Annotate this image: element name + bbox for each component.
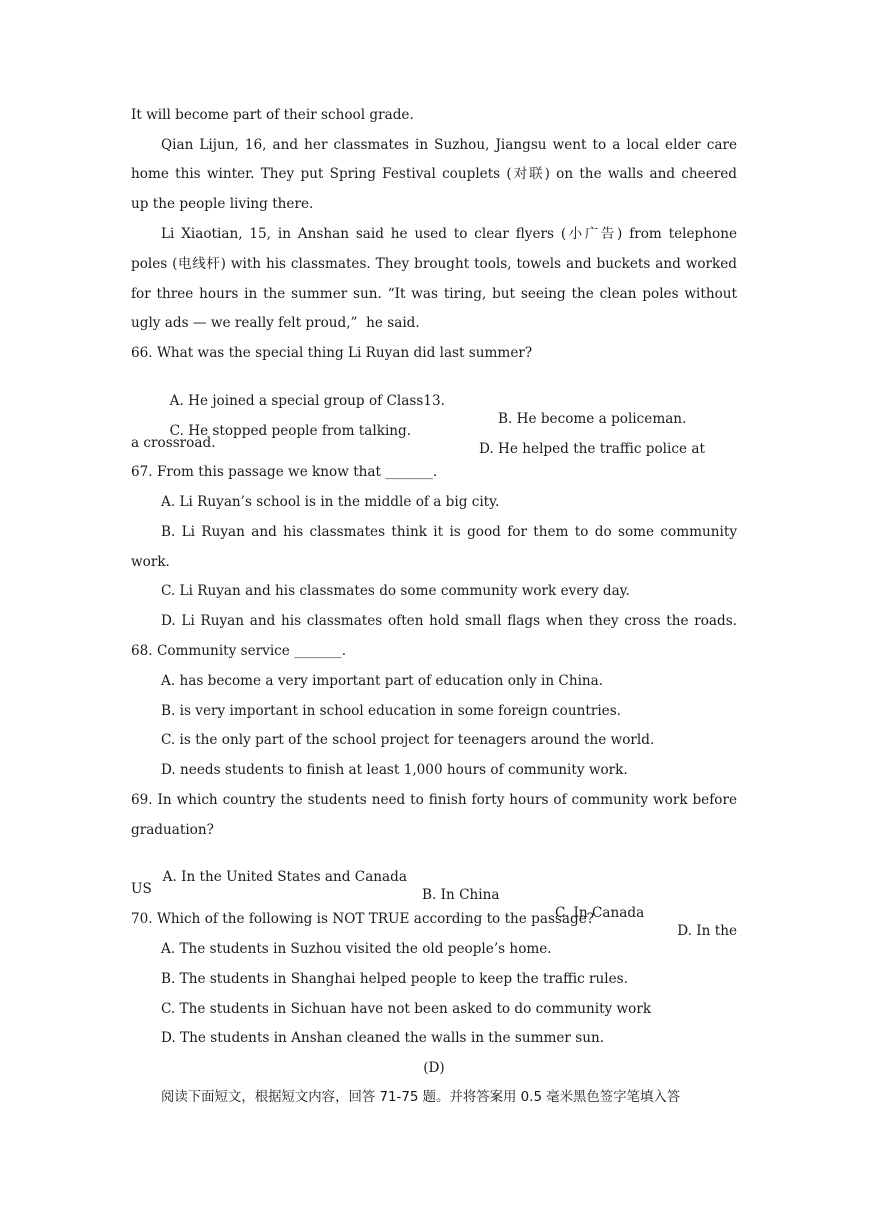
question-66-stem: 66. What was the special thing Li Ruyan did last summer?: [131, 345, 533, 361]
option-b: B. In China: [422, 887, 500, 903]
option-c: C. Li Ruyan and his classmates do some community work every day.: [161, 583, 630, 599]
option-b: B. The students in Shanghai helped people to keep the traffic rules.: [161, 971, 628, 987]
option-a: A. Li Ruyan’s school is in the middle of a big city.: [161, 494, 500, 510]
option-a: A. In the United States and Canada: [162, 869, 407, 885]
passage-line: Qian Lijun, 16, and her classmates in Suzhou, Jiangsu went to a local elder care: [161, 137, 737, 153]
passage-line: ugly ads — we really felt proud,” he said.: [131, 315, 420, 331]
option-d: D. Li Ruyan and his classmates often hold small flags when they cross the roads.: [161, 613, 737, 629]
option-b: B. He become a policeman.: [498, 411, 687, 427]
option-c: C. He stopped people from talking.: [169, 423, 412, 439]
section-instruction: 阅读下面短文，根据短文内容，回答 71-75 题。并将答案用 0.5 毫米黑色签字笔填入答: [161, 1090, 681, 1105]
option-d-continued: US: [131, 881, 152, 897]
option-a: A. He joined a special group of Class13.: [169, 393, 445, 409]
option-b: B. is very important in school education in some foreign countries.: [161, 703, 622, 719]
passage-line: poles (电线杆) with his classmates. They brought tools, towels and buckets and worked: [131, 256, 737, 272]
passage-line: for three hours in the summer sun. “It was tiring, but seeing the clean poles without: [131, 286, 737, 302]
option-d-continued: a crossroad.: [131, 435, 216, 451]
option-c: C. In Canada: [555, 905, 645, 921]
passage-line: It will become part of their school grade.: [131, 107, 414, 123]
question-69-stem: 69. In which country the students need to finish forty hours of community work before: [131, 792, 737, 808]
option-d: D. He helped the traffic police at: [479, 441, 705, 457]
option-c: C. is the only part of the school project for teenagers around the world.: [161, 732, 655, 748]
option-a: A. has become a very important part of education only in China.: [161, 673, 604, 689]
question-70-stem: 70. Which of the following is NOT TRUE according to the passage?: [131, 911, 595, 927]
question-67-stem: 67. From this passage we know that _______.: [131, 464, 438, 480]
passage-line: Li Xiaotian, 15, in Anshan said he used to clear flyers (小广告) from telephone: [161, 226, 737, 242]
section-heading: (D): [423, 1060, 445, 1076]
option-d: D. In the: [677, 923, 737, 939]
option-c: C. The students in Sichuan have not been asked to do community work: [161, 1001, 652, 1017]
question-68-stem: 68. Community service _______.: [131, 643, 347, 659]
passage-line: home this winter. They put Spring Festival couplets (对联) on the walls and cheered: [131, 166, 737, 182]
option-a: A. The students in Suzhou visited the old people’s home.: [161, 941, 552, 957]
option-d: D. The students in Anshan cleaned the walls in the summer sun.: [161, 1030, 605, 1046]
question-69-stem-continued: graduation?: [131, 822, 214, 838]
passage-line: up the people living there.: [131, 196, 314, 212]
option-b-continued: work.: [131, 554, 170, 570]
option-b: B. Li Ruyan and his classmates think it is good for them to do some community: [161, 524, 737, 540]
option-d: D. needs students to finish at least 1,000 hours of community work.: [161, 762, 628, 778]
